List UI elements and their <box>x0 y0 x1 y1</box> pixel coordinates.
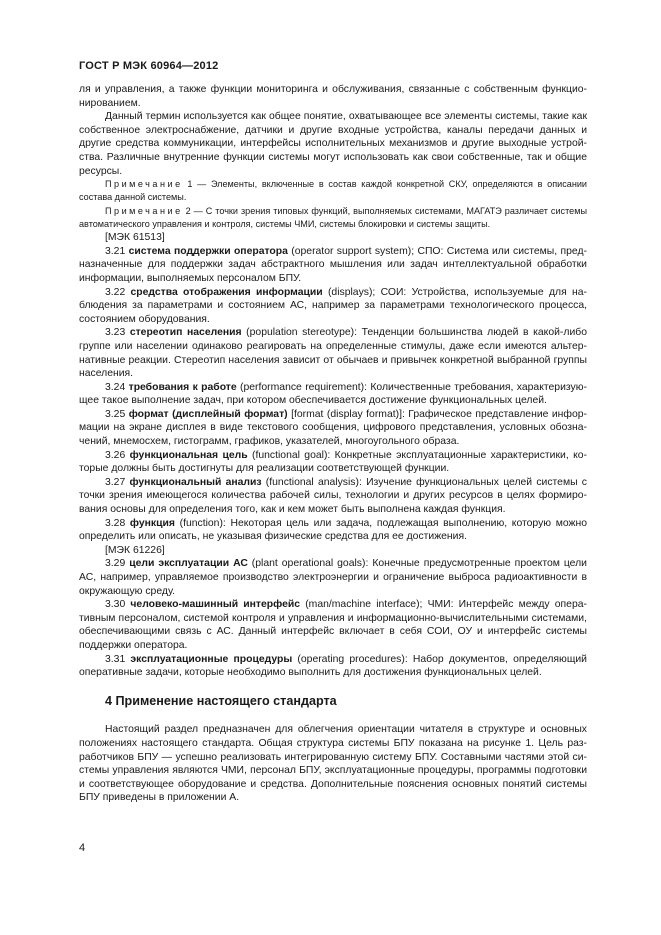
term-definition: (function): Некоторая цель или задача, подлежащая выполнению, которую можно определить или описать, не указывая физические средства для ее достижения. <box>79 517 587 543</box>
source-ref: [МЭК 61226] <box>105 544 165 556</box>
term-3-31 <box>79 653 587 680</box>
term-definition: (functional goal): Конкретные эксплуатационные характеристики, которые должны быть достигнуты для реализации соответствующей функции. <box>79 449 587 475</box>
term-definition: (performance requirement): Количественные требования, характеризующее такое выполнение задач, при котором обеспечивается достижение функциональных целей. <box>79 381 587 407</box>
term-number: 3.22 <box>105 286 131 298</box>
term-number: 3.21 <box>105 245 129 257</box>
document-body <box>79 83 587 805</box>
term-name: цели эксплуатации АС <box>129 558 248 570</box>
term-number: 3.26 <box>105 449 130 461</box>
term-name: функция <box>129 517 175 529</box>
term-name: функциональный анализ <box>129 476 262 488</box>
term-definition: (population stereotype): Тенденции большинства людей в какой-либо группе или населении одинаково реагировать на определенные стимулы, даже если имеются альтернативные реакции. Стереотип населения зависит от обычаев и привычек конкретной выбранной группы населения. <box>79 327 587 380</box>
note-2 <box>79 205 587 231</box>
paragraph-intro-2: Данный термин используется как общее понятие, охватывающее все элементы системы, такие как собственное электроснабжение, датчики и другие входные устройства, каналы передачи данных и другие средства коммуникации, интерфейсы исполнительных механизмов и другие выходные устройства. Различные внутренние функции системы могут использовать как свои собственные, так и общие ресурсы. <box>79 111 587 177</box>
term-3-25 <box>79 408 587 449</box>
term-number: 3.28 <box>105 517 130 529</box>
note-text: Элементы, включенные в состав каждой конкретной СКУ, определяются в описании состава данной системы. <box>79 179 587 203</box>
term-definition: (operating procedures): Набор документов, определяющий оперативные задачи, которые необходимо выполнить для достижения функциональных целей. <box>79 653 587 679</box>
page-number: 4 <box>79 842 86 854</box>
term-name: требования к работе <box>128 381 237 393</box>
term-number: 3.31 <box>105 653 131 665</box>
term-name: формат (дисплейный формат) <box>128 408 288 420</box>
term-number: 3.30 <box>105 599 131 611</box>
term-name: система поддержки оператора <box>128 245 288 257</box>
term-definition: [format (display format)]: Графическое представление информации на экране дисплея в виде текстового сообщения, цифрового представления, условных обозначений, мнемосхем, гистограмм, графиков, указателей, многоугольного образа. <box>79 408 587 448</box>
term-3-24 <box>79 381 587 408</box>
term-3-26 <box>79 449 587 476</box>
term-3-22 <box>79 286 587 327</box>
term-definition: (man/machine interface); ЧМИ: Интерфейс между оперативным персоналом, системой контроля и управления и информационно-вычислительными системами, обеспечивающими связь с АС. Данный интерфейс включает в себя СОИ, ОУ и интерфейс системы поддержки оператора. <box>79 599 587 651</box>
note-number: 2 — <box>182 206 206 217</box>
term-number: 3.25 <box>105 408 129 420</box>
term-3-21 <box>79 245 587 286</box>
term-definition: (plant operational goals): Конечные предусмотренные проектом цели АС, например, управляемое производство электроэнергии и ограничение выброса радиоактивности в окружающую среду. <box>79 558 587 597</box>
note-label: Примечание <box>105 179 183 190</box>
term-number: 3.23 <box>105 327 130 339</box>
term-name: эксплуатационные процедуры <box>130 653 293 665</box>
term-name: средства отображения информации <box>130 286 323 298</box>
term-definition: (operator support system); СПО: Система или системы, предназначенные для поддержки задач абстрактного мышления или задач интеллектуальной обработки информации, выполняемых персоналом БПУ. <box>79 245 587 284</box>
term-number: 3.27 <box>105 476 130 488</box>
term-number: 3.29 <box>105 558 130 570</box>
source-ref: [МЭК 61513] <box>105 232 165 244</box>
term-name: стереотип населения <box>129 327 242 339</box>
term-name: человеко-машинный интерфейс <box>130 599 301 611</box>
note-text: С точки зрения типовых функций, выполняемых системами, МАГАТЭ различает системы автоматического управления и контроля, системы ЧМИ, системы блокировки и системы защиты. <box>79 206 588 230</box>
term-3-29 <box>79 557 587 598</box>
term-definition: (functional analysis): Изучение функциональных целей системы с точки зрения имеющегося количества рабочей силы, технологии и других ресурсов в целях формирования основы для определения того, как и кем может быть выполнена каждая функция. <box>79 476 587 516</box>
note-1 <box>79 178 587 204</box>
section-4-heading: 4 Применение настоящего стандарта <box>105 693 337 708</box>
term-3-27 <box>79 476 587 517</box>
note-number: 1 — <box>182 179 211 190</box>
term-3-23 <box>79 326 587 380</box>
term-definition: (displays); СОИ: Устройства, используемые для наблюдения за параметрами и состоянием АС, например за параметрами технологического процесса, состоянием оборудования. <box>79 286 587 325</box>
term-3-28 <box>79 517 587 544</box>
paragraph-intro-end: ля и управления, а также функции мониторинга и обслуживания, связанные с собственным функционированием. <box>79 84 587 109</box>
standard-header: ГОСТ Р МЭК 60964—2012 <box>79 60 219 72</box>
term-number: 3.24 <box>105 381 129 393</box>
term-3-30 <box>79 598 587 652</box>
section-4-paragraph: Настоящий раздел предназначен для облегчения ориентации читателя в структуре и основных положениях настоящего стандарта. Общая структура системы БПУ показана на рисунке 1. Цель разработчиков БПУ — успешно реализовать интегрированную систему БПУ. Составными частями этой системы управления являются ЧМИ, персонал БПУ, эксплуатационные процедуры, программы подготовки и соответствующее оборудование и средства. Дополнительные пояснения основных понятий системы БПУ приведены в приложении А. <box>79 724 587 804</box>
term-name: функциональная цель <box>129 449 248 461</box>
note-label: Примечание <box>105 206 183 217</box>
